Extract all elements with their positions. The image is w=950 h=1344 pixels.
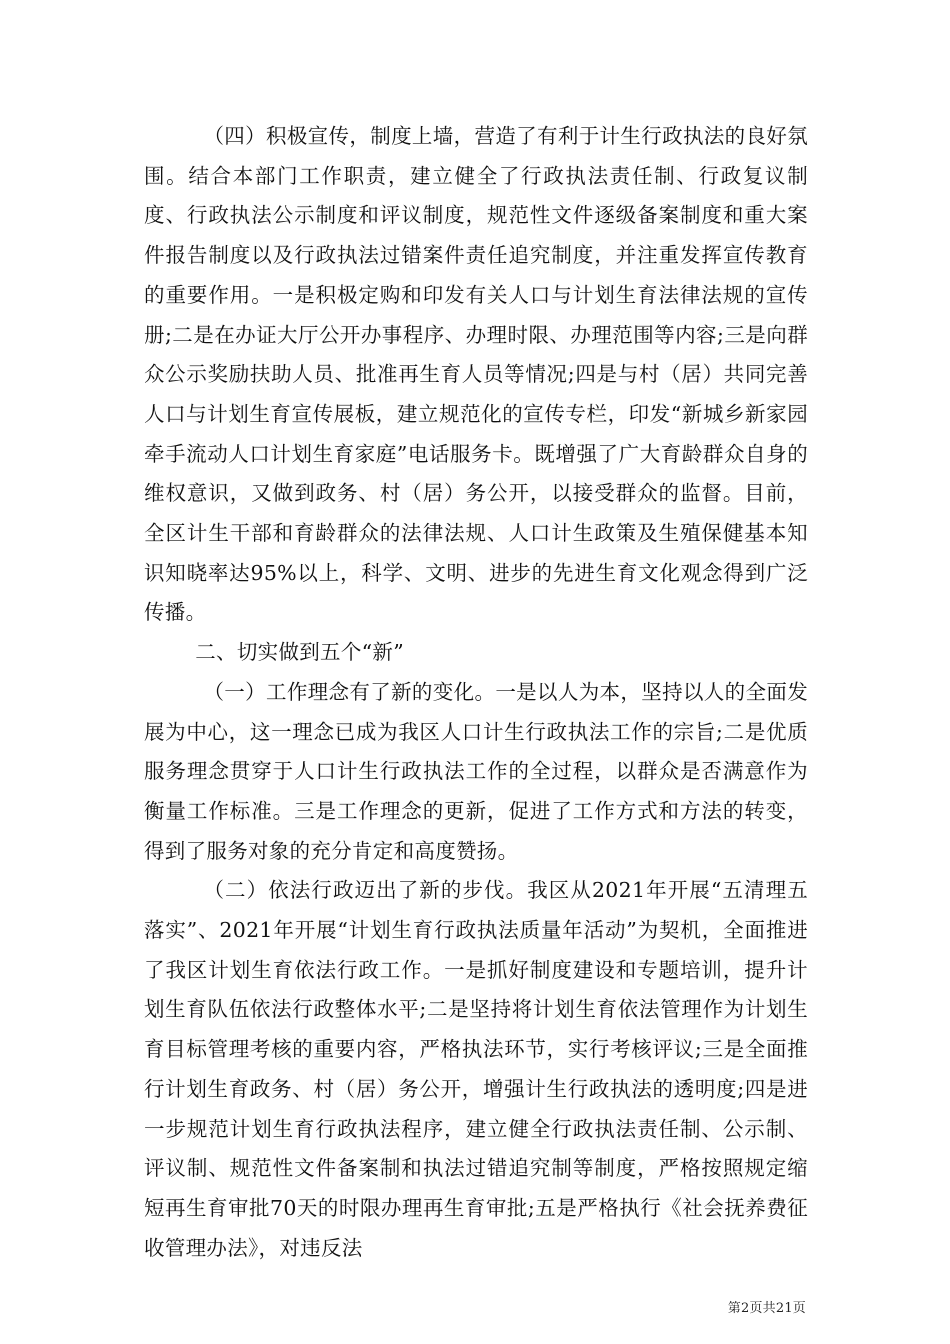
document-body: [144, 117, 808, 1268]
paragraph-work-concept: （一）工作理念有了新的变化。一是以人为本，坚持以人的全面发展为中心，这一理念已成为我区人口计生行政执法工作的宗旨;二是优质服务理念贯穿于人口计生行政执法工作的全过程，以群众是否满意作为衡量工作标准。三是工作理念的更新，促进了工作方式和方法的转变，得到了服务对象的充分肯定和高度赞扬。: [144, 679, 808, 863]
section-heading-five-new: 二、切实做到五个“新”: [195, 640, 405, 665]
paragraph-publicity: （四）积极宣传，制度上墙，营造了有利于计生行政执法的良好氛围。结合本部门工作职责，建立健全了行政执法责任制、行政复议制度、行政执法公示制度和评议制度，规范性文件逐级备案制度和重大案件报告制度以及行政执法过错案件责任追究制度，并注重发挥宣传教育的重要作用。一是积极定购和印发有关人口与计划生育法律法规的宣传册;二是在办证大厅公开办事程序、办理时限、办理范围等内容;三是向群众公示奖励扶助人员、批准再生育人员等情况;四是与村（居）共同完善人口与计划生育宣传展板，建立规范化的宣传专栏，印发“新城乡新家园牵手流动人口计划生育家庭”电话服务卡。既增强了广大育龄群众自身的维权意识，又做到政务、村（居）务公开，以接受群众的监督。目前，全区计生干部和育龄群众的法律法规、人口计生政策及生殖保健基本知识知晓率达95%以上，科学、文明、进步的先进生育文化观念得到广泛传播。: [144, 124, 808, 625]
paragraph-lawful-administration: （二）依法行政迈出了新的步伐。我区从2021年开展“五清理五落实”、2021年开展“计划生育行政执法质量年活动”为契机，全面推进了我区计划生育依法行政工作。一是抓好制度建设和专题培训，提升计划生育队伍依法行政整体水平;二是坚持将计划生育依法管理作为计划生育目标管理考核的重要内容，严格执法环节，实行考核评议;三是全面推行计划生育政务、村（居）务公开，增强计生行政执法的透明度;四是进一步规范计划生育行政执法程序，建立健全行政执法责任制、公示制、评议制、规范性文件备案制和执法过错追究制等制度，严格按照规定缩短再生育审批70天的时限办理再生育审批;五是严格执行《社会抚养费征收管理办法》，对违反法: [144, 878, 808, 1260]
page-number-footer: 第2页共21页: [727, 1301, 806, 1316]
